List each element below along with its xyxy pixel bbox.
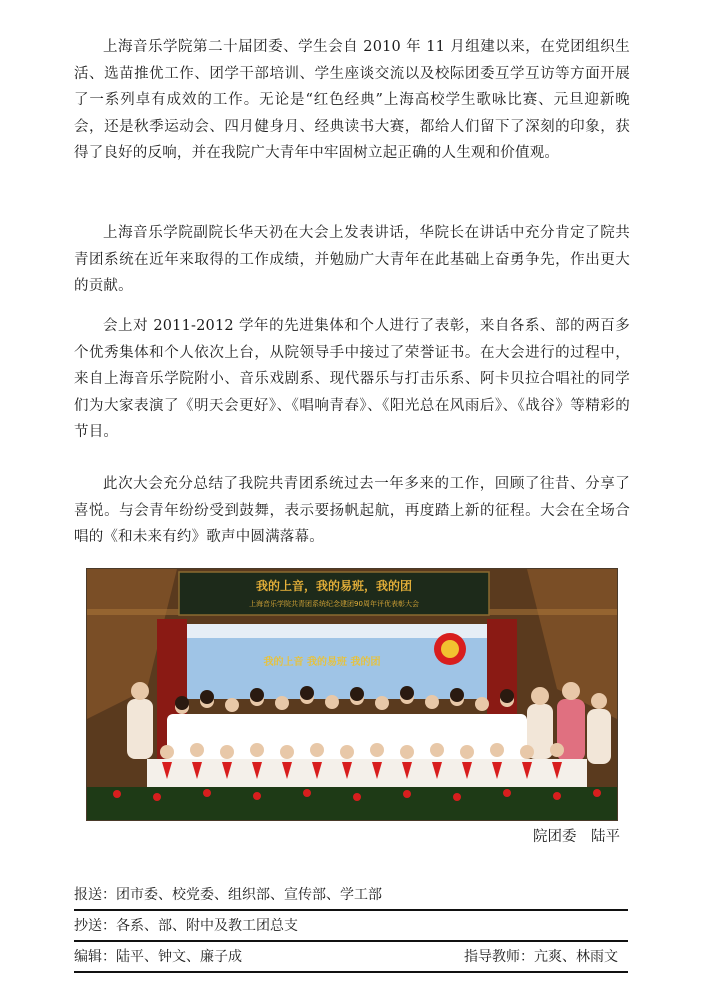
- paragraph-intro: 上海音乐学院第二十届团委、学生会自 2010 年 11 月组建以来，在党团组织生活、选苗推优工作、团学干部培训、学生座谈交流以及校际团委互学互访等方面开展了一系列卓有成效的工作。无论是“红色经典”上海高校学生歌咏比赛、元旦迎新晚会，还是秋季运动会、四月健身月、经典读书大赛，都给人们留下了深刻的印象，获得了良好的反响，并在我院广大青年中牢固树立起正确的人生观和价值观。: [74, 39, 630, 162]
- banner-title: 我的上音，我的易班，我的团: [255, 579, 413, 593]
- footer-editors: [74, 947, 628, 973]
- footer-report-to: [74, 885, 628, 911]
- paragraph-awards: 会上对 2011-2012 学年的先进集体和个人进行了表彰，来自各系、部的两百多个优秀集体和个人依次上台，从院领导手中接过了荣誉证书。在大会进行的过程中，来自上海音乐学院附小、音乐戏剧系、现代器乐与打击乐系、阿卡贝拉合唱社的同学们为大家表演了《明天会更好》、《唱响青春》、《阳光总在风雨后》、《战谷》等精彩的节目。: [74, 318, 630, 441]
- paragraph-closing: 此次大会充分总结了我院共青团系统过去一年多来的工作，回顾了往昔、分享了喜悦。与会青年纷纷受到鼓舞，表示要扬帆起航，再度踏上新的征程。大会在全场合唱的《和未来有约》歌声中圆满落幕。: [74, 476, 630, 546]
- copy-to-text: 抄送：各系、部、附中及教工团总支: [74, 918, 298, 934]
- screen-text: 我的上音 我的易班 我的团: [263, 657, 381, 668]
- footer-copy-to: [74, 916, 628, 942]
- report-to-text: 报送：团市委、校党委、组织部、宣传部、学工部: [74, 887, 382, 903]
- paragraph-speech: 上海音乐学院副院长华天礽在大会上发表讲话，华院长在讲话中充分肯定了院共青团系统在近年来取得的工作成绩，并勉励广大青年在此基础上奋勇争先，作出更大的贡献。: [74, 225, 630, 295]
- editors-text: 编辑：陆平、钟文、廉子成: [74, 949, 242, 965]
- event-group-photo: [86, 568, 618, 821]
- photo-credit: 院团委 陆平: [533, 829, 620, 845]
- banner-subtitle: 上海音乐学院共青团系统纪念建团90周年评优表彰大会: [249, 600, 419, 608]
- advisors-text: 指导教师：亢爽、林雨文: [464, 949, 618, 965]
